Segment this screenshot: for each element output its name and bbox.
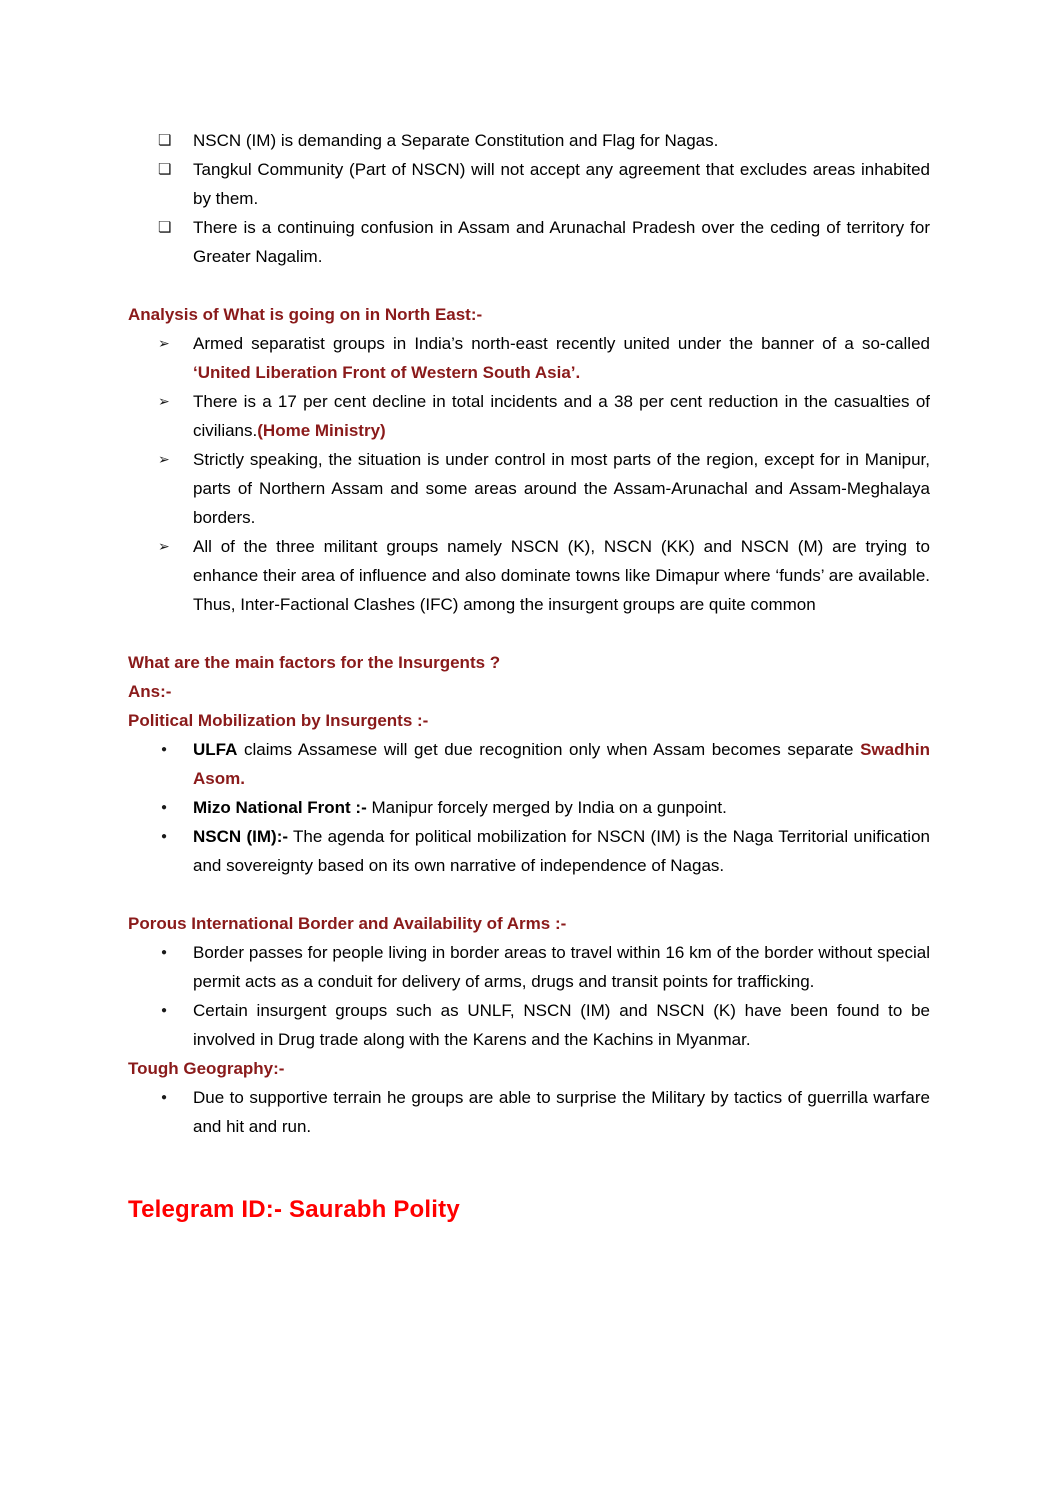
heading-tough-geography: Tough Geography:- [128, 1059, 285, 1078]
square-bullet-icon: ❏ [158, 219, 172, 236]
list-item [158, 1083, 930, 1141]
intro-bullet-list [158, 126, 930, 271]
arrow-bullet-icon: ➢ [158, 335, 170, 351]
arrow-bullet-icon: ➢ [158, 538, 170, 554]
bullet-text: Tangkul Community (Part of NSCN) will not accept any agreement that excludes areas inhabited by them. [193, 160, 930, 208]
list-item [158, 155, 930, 213]
bullet-text: NSCN (IM):- The agenda for political mobilization for NSCN (IM) is the Naga Territorial unification and sovereignty based on its own narrative of independence of Nagas. [193, 827, 930, 875]
list-item [158, 445, 930, 532]
heading-analysis-north-east: Analysis of What is going on in North East:- [128, 305, 483, 324]
bullet-text: ULFA claims Assamese will get due recognition only when Assam becomes separate Swadhin Asom. [193, 740, 930, 788]
bullet-text: Strictly speaking, the situation is under control in most parts of the region, except for in Manipur, parts of Northern Assam and some areas around the Assam-Arunachal and Assam-Meghalaya borders. [193, 450, 930, 527]
disc-bullet-icon: ● [161, 744, 168, 755]
disc-bullet-icon: ● [161, 947, 168, 958]
bullet-text: Due to supportive terrain he groups are able to surprise the Military by tactics of guerrilla warfare and hit and run. [193, 1088, 930, 1136]
list-item [158, 387, 930, 445]
bullet-text: All of the three militant groups namely NSCN (K), NSCN (KK) and NSCN (M) are trying to enhance their area of influence and also dominate towns like Dimapur where ‘funds’ are available. Thus, Inter-Factional Clashes (IFC) among the insurgent groups are quite common [193, 537, 930, 614]
analysis-bullet-list [158, 329, 930, 619]
disc-bullet-icon: ● [161, 831, 168, 842]
list-item [158, 938, 930, 996]
heading-main-factors: What are the main factors for the Insurgents ? [128, 653, 501, 672]
list-item [158, 996, 930, 1054]
list-item [158, 793, 930, 822]
bullet-text: Certain insurgent groups such as UNLF, NSCN (IM) and NSCN (K) have been found to be involved in Drug trade along with the Karens and the Kachins in Myanmar. [193, 1001, 930, 1049]
list-item [158, 822, 930, 880]
heading-porous-border: Porous International Border and Availability of Arms :- [128, 914, 567, 933]
disc-bullet-icon: ● [161, 1005, 168, 1016]
disc-bullet-icon: ● [161, 802, 168, 813]
square-bullet-icon: ❏ [158, 132, 172, 149]
political-bullet-list [158, 735, 930, 880]
bullet-text: Mizo National Front :- Manipur forcely merged by India on a gunpoint. [193, 798, 727, 817]
bullet-text: NSCN (IM) is demanding a Separate Constitution and Flag for Nagas. [193, 131, 719, 150]
list-item [158, 213, 930, 271]
disc-bullet-icon: ● [161, 1092, 168, 1103]
bullet-text: Border passes for people living in border areas to travel within 16 km of the border without special permit acts as a conduit for delivery of arms, drugs and transit points for trafficking. [193, 943, 930, 991]
list-item [158, 126, 930, 155]
telegram-id-text: Telegram ID:- Saurabh Polity [128, 1196, 460, 1223]
porous-bullet-list [158, 938, 930, 1054]
list-item [158, 735, 930, 793]
heading-ans: Ans:- [128, 682, 172, 701]
heading-political-mobilization: Political Mobilization by Insurgents :- [128, 711, 429, 730]
list-item [158, 532, 930, 619]
bullet-text: There is a 17 per cent decline in total incidents and a 38 per cent reduction in the casualties of civilians.(Home Ministry) [193, 392, 930, 440]
arrow-bullet-icon: ➢ [158, 451, 170, 467]
list-item [158, 329, 930, 387]
geography-bullet-list [158, 1083, 930, 1141]
arrow-bullet-icon: ➢ [158, 393, 170, 409]
bullet-text: There is a continuing confusion in Assam and Arunachal Pradesh over the ceding of territory for Greater Nagalim. [193, 218, 930, 266]
square-bullet-icon: ❏ [158, 161, 172, 178]
bullet-text: Armed separatist groups in India’s north-east recently united under the banner of a so-called ‘United Liberation Front of Western South Asia’. [193, 334, 930, 382]
